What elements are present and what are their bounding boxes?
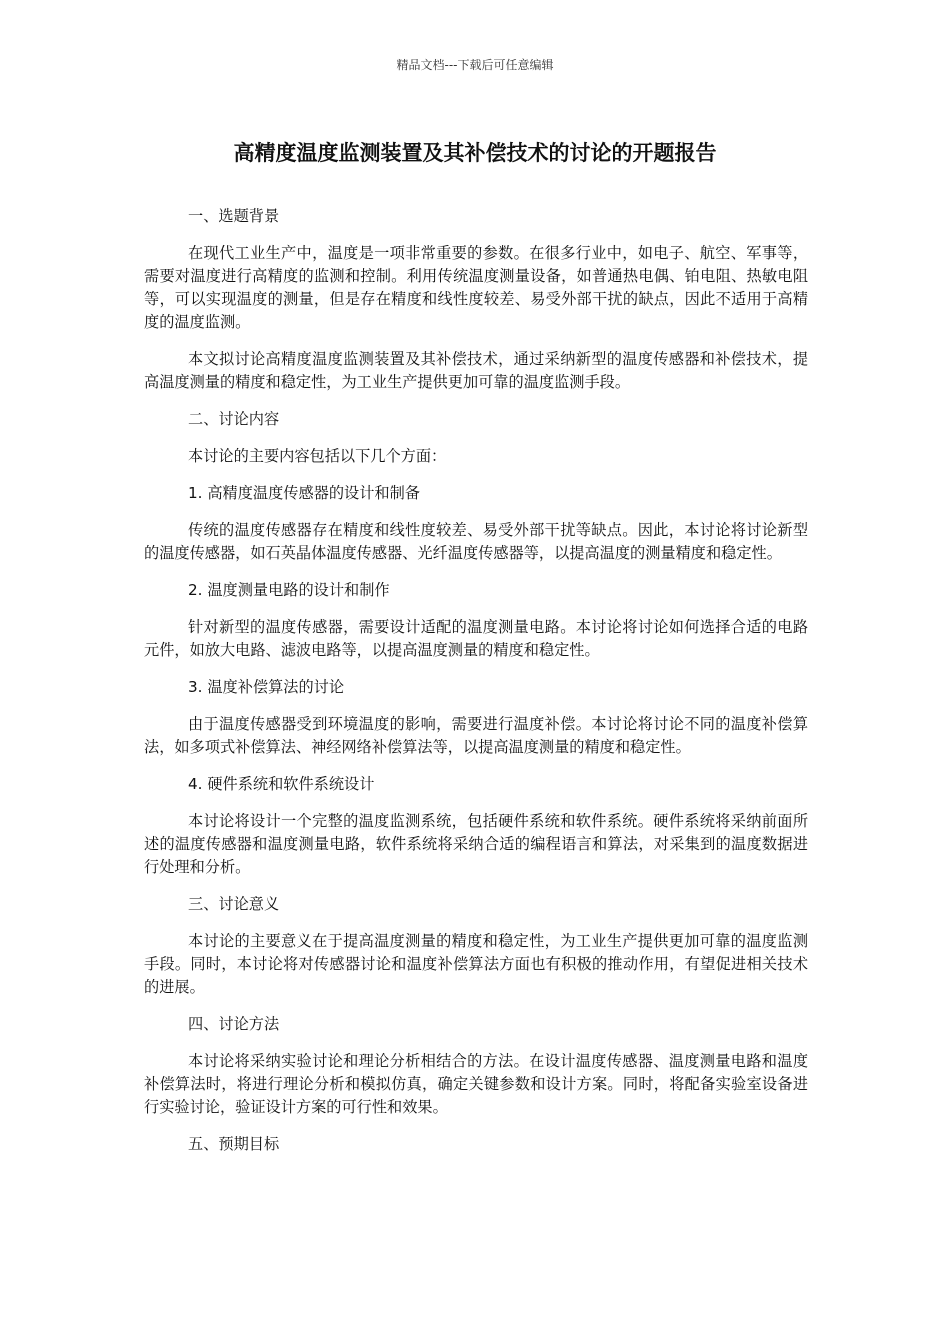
section-heading-content: 二、讨论内容 <box>188 410 280 428</box>
item-heading-compensation-algorithm: 3. 温度补偿算法的讨论 <box>188 678 345 696</box>
paragraph-content-intro: 本讨论的主要内容包括以下几个方面： <box>188 447 447 465</box>
paragraph-background-2: 本文拟讨论高精度温度监测装置及其补偿技术，通过采纳新型的温度传感器和补偿技术，提高温度测量的精度和稳定性，为工业生产提供更加可靠的温度监测手段。 <box>144 350 808 391</box>
paragraph-background-1: 在现代工业生产中，温度是一项非常重要的参数。在很多行业中，如电子、航空、军事等，需要对温度进行高精度的监测和控制。利用传统温度测量设备，如普通热电偶、铂电阻、热敏电阻等，可以实现温度的测量，但是存在精度和线性度较差、易受外部干扰的缺点，因此不适用于高精度的温度监测。 <box>144 244 808 331</box>
section-heading-background: 一、选题背景 <box>188 207 280 225</box>
section-heading-expected-goals: 五、预期目标 <box>188 1135 280 1153</box>
paragraph-compensation-algorithm: 由于温度传感器受到环境温度的影响，需要进行温度补偿。本讨论将讨论不同的温度补偿算法，如多项式补偿算法、神经网络补偿算法等，以提高温度测量的精度和稳定性。 <box>144 715 808 756</box>
section-heading-significance: 三、讨论意义 <box>188 895 280 913</box>
section-heading-method: 四、讨论方法 <box>188 1015 280 1033</box>
item-heading-sensor-design: 1. 高精度温度传感器的设计和制备 <box>188 484 420 502</box>
document-body <box>144 205 808 1170</box>
paragraph-significance: 本讨论的主要意义在于提高温度测量的精度和稳定性，为工业生产提供更加可靠的温度监测手段。同时，本讨论将对传感器讨论和温度补偿算法方面也有积极的推动作用，有望促进相关技术的进展。 <box>144 932 808 996</box>
item-heading-circuit-design: 2. 温度测量电路的设计和制作 <box>188 581 390 599</box>
paragraph-method: 本讨论将采纳实验讨论和理论分析相结合的方法。在设计温度传感器、温度测量电路和温度补偿算法时，将进行理论分析和模拟仿真，确定关键参数和设计方案。同时，将配备实验室设备进行实验讨论，验证设计方案的可行性和效果。 <box>144 1052 808 1116</box>
document-title: 高精度温度监测装置及其补偿技术的讨论的开题报告 <box>233 141 717 165</box>
paragraph-circuit-design: 针对新型的温度传感器，需要设计适配的温度测量电路。本讨论将讨论如何选择合适的电路元件，如放大电路、滤波电路等，以提高温度测量的精度和稳定性。 <box>144 618 808 659</box>
page-header: 精品文档---下载后可任意编辑 <box>396 58 554 72</box>
paragraph-sensor-design: 传统的温度传感器存在精度和线性度较差、易受外部干扰等缺点。因此，本讨论将讨论新型的温度传感器，如石英晶体温度传感器、光纤温度传感器等，以提高温度的测量精度和稳定性。 <box>144 521 808 562</box>
paragraph-system-design: 本讨论将设计一个完整的温度监测系统，包括硬件系统和软件系统。硬件系统将采纳前面所述的温度传感器和温度测量电路，软件系统将采纳合适的编程语言和算法，对采集到的温度数据进行处理和分析。 <box>144 812 808 876</box>
item-heading-system-design: 4. 硬件系统和软件系统设计 <box>188 775 375 793</box>
